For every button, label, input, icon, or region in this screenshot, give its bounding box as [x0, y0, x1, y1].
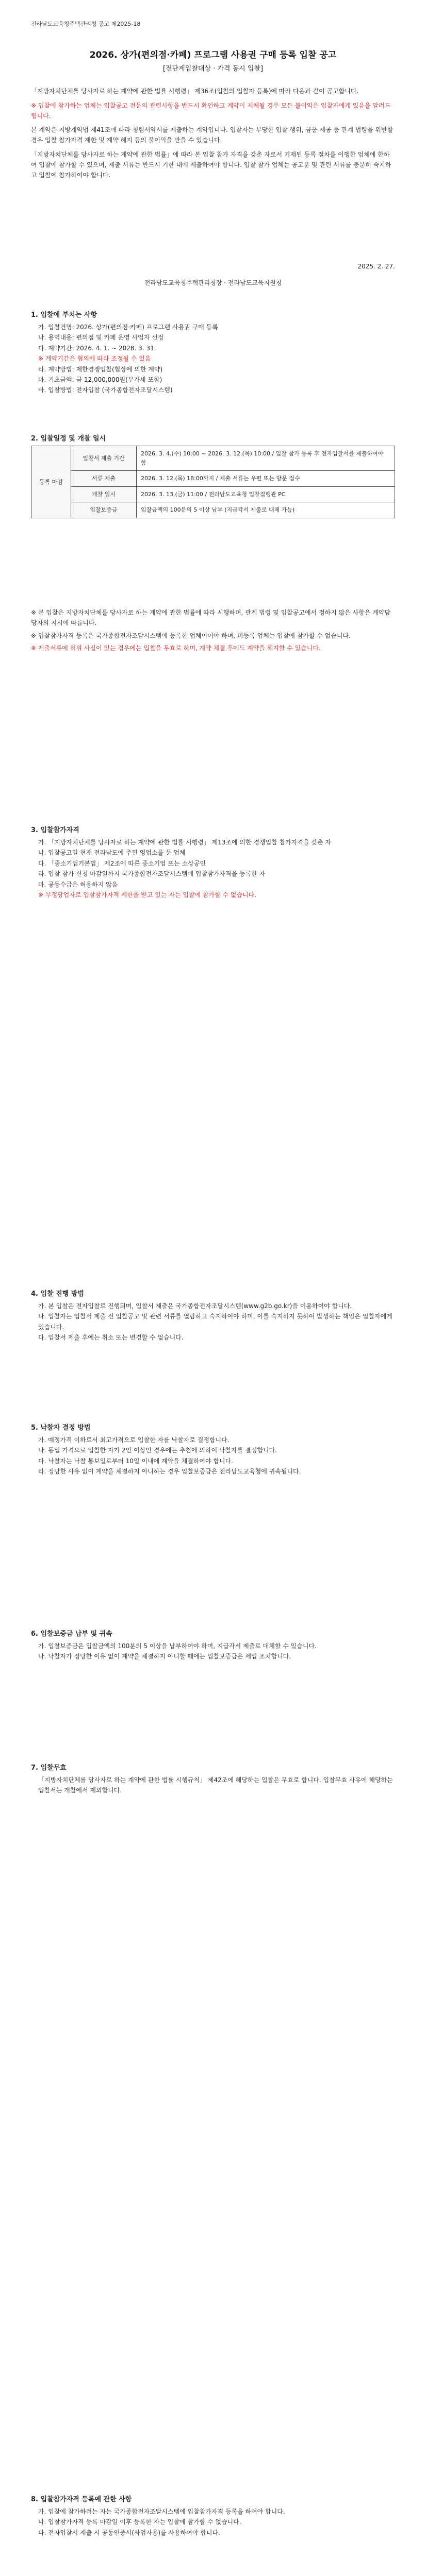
section-heading: 8. 입찰참가자격 등록에 관한 사항 — [31, 2496, 132, 2503]
table-cell-value: 2026. 3. 12.(목) 18:00까지 / 제출 서류는 우편 또는 방문 접수 — [137, 471, 395, 487]
section-line: 나. 동일 가격으로 입찰한 자가 2인 이상인 경우에는 추첨에 의하여 낙찰자를 결정합니다. — [38, 1447, 277, 1454]
table-row — [31, 446, 395, 471]
section-line: 마. 공동수급은 허용하지 않음 — [38, 880, 118, 888]
section-3 — [31, 824, 395, 900]
section-line: 나. 용역내용: 편의점 및 카페 운영 사업자 선정 — [38, 334, 164, 342]
section-heading: 4. 입찰 진행 방법 — [31, 1290, 84, 1298]
notice-date: 2025. 2. 27. — [357, 263, 395, 270]
section-heading: 3. 입찰참가자격 — [31, 826, 79, 834]
section-line: 나. 입찰참가자격 등록 마감일 이후 등록한 자는 입찰에 참가할 수 없습니다. — [38, 2518, 241, 2526]
table-cell-value: 2026. 3. 4.(수) 10:00 ~ 2026. 3. 12.(목) 10:00 / 입찰 참가 등록 후 전자입찰서를 제출하여야 함 — [137, 446, 395, 471]
section-line: 라. 정당한 사유 없이 계약을 체결하지 아니하는 경우 입찰보증금은 전라남도교육청에 귀속됩니다. — [38, 1468, 301, 1476]
notes-section — [31, 608, 395, 656]
intro-section — [31, 87, 395, 184]
table-cell-label: 개찰 일시 — [71, 486, 137, 502]
note-line: ※ 제출서류에 허위 사실이 있는 경우에는 입찰을 무효로 하며, 계약 체결 후에도 계약을 해지할 수 있습니다. — [31, 645, 321, 652]
section-line: 마. 기초금액: 금 12,000,000원(부가세 포함) — [38, 376, 162, 383]
table-cell-label: 입찰서 제출 기간 — [71, 446, 137, 471]
section-line: 나. 입찰공고일 현재 전라남도에 주된 영업소를 둔 업체 — [38, 849, 186, 857]
section-line: 가. 본 입찰은 전자입찰로 진행되며, 입찰서 제출은 국가종합전자조달시스템(www.g2b.go.kr)을 이용하여야 합니다. — [38, 1302, 352, 1310]
note-line: ※ 입찰참가자격 등록은 국가종합전자조달시스템에 등록한 업체이어야 하며, 미등록 업체는 입찰에 참가할 수 없습니다. — [31, 632, 351, 639]
section-7 — [31, 1762, 395, 1796]
section-2 — [31, 433, 395, 518]
schedule-table — [31, 446, 395, 518]
section-line: 가. 입찰건명: 2026. 상가(편의점·카페) 프로그램 사용권 구매 등록 — [38, 324, 218, 331]
table-cell-value: 2026. 3. 13.(금) 11:00 / 전라남도교육청 입찰집행관 PC — [137, 486, 395, 502]
table-row — [31, 486, 395, 502]
section-line: 가. 예정가격 이하로서 최고가격으로 입찰한 자를 낙찰자로 결정합니다. — [38, 1436, 230, 1444]
intro-paragraph: 「지방자치단체를 당사자로 하는 계약에 관한 법률 시행령」 제36조(입찰의 입찰자 등록)에 따라 다음과 같이 공고합니다. — [31, 88, 359, 95]
section-line: 라. 입찰 참가 신청 마감일까지 국가종합전자조달시스템에 입찰참가자격을 등록한 자 — [38, 870, 266, 878]
intro-paragraph: 본 계약은 지방계약법 제41조에 따라 청렴서약서를 제출하는 계약입니다. 입찰자는 부당한 입찰 행위, 금품 제공 등 관계 법령을 위반할 경우 입찰 참가자격 제한 및 계약 해지 등의 불이익을 받을 수 있습니다. — [31, 126, 394, 144]
section-line: 가. 입찰에 참가하려는 자는 국가종합전자조달시스템에 입찰참가자격 등록을 하여야 합니다. — [38, 2508, 285, 2515]
section-line: 다. 「중소기업기본법」 제2조에 따른 중소기업 또는 소상공인 — [38, 859, 206, 867]
section-line: 다. 전자입찰서 제출 시 공동인증서(사업자용)를 사용하여야 합니다. — [38, 2529, 220, 2536]
table-cell-group: 등록 마감 — [31, 446, 71, 518]
section-line: 다. 낙찰자는 낙찰 통보일로부터 10일 이내에 계약을 체결하여야 합니다. — [38, 1457, 233, 1465]
section-line: 「지방자치단체를 당사자로 하는 계약에 관한 법률 시행규칙」 제42조에 해당하는 입찰은 무효로 합니다. 입찰무효 사유에 해당하는 입찰서는 개찰에서 제외합니다. — [38, 1776, 393, 1794]
section-heading: 5. 낙찰자 결정 방법 — [31, 1424, 91, 1432]
section-5 — [31, 1422, 395, 1477]
section-8 — [31, 2494, 395, 2538]
section-line: 바. 입찰방법: 전자입찰 (국가종합전자조달시스템) — [38, 386, 173, 394]
notice-reference: 전라남도교육청주택관리청 공고 제2025-18 — [31, 21, 141, 27]
page-subtitle: [전단계입찰대상 · 가격 동시 입찰] — [162, 65, 264, 73]
table-row — [31, 471, 395, 487]
section-note: ※ 계약기간은 협의에 따라 조정될 수 있음 — [38, 355, 151, 363]
section-heading: 6. 입찰보증금 납부 및 귀속 — [31, 1630, 112, 1638]
section-heading: 7. 입찰무효 — [31, 1764, 67, 1772]
notice-issuer: 전라남도교육청주택관리청장 · 전라남도교육지원청 — [144, 279, 282, 286]
section-4 — [31, 1288, 395, 1343]
table-cell-label: 서류 제출 — [71, 471, 137, 487]
section-line: 가. 「지방자치단체를 당사자로 하는 계약에 관한 법률 시행령」 제13조에 의한 경쟁입찰 참가자격을 갖춘 자 — [38, 839, 331, 846]
section-6 — [31, 1628, 395, 1662]
table-cell-label: 입찰보증금 — [71, 502, 137, 518]
intro-paragraph: 「지방자치단체를 당사자로 하는 계약에 관한 법률」에 따라 본 입찰 참가 자격을 갖춘 자로서 기재된 등록 절차를 이행한 업체에 한하여 입찰에 참가할 수 있으며, 제출 서류는 반드시 기한 내에 제출하여야 합니다. 입찰 참가 업체는 공고문 및 관련 서류를 충분히 숙지하고 입찰에 참가하여야 합니다. — [31, 150, 391, 179]
section-line: 다. 입찰서 제출 후에는 취소 또는 변경할 수 없습니다. — [38, 1334, 184, 1342]
page-title: 2026. 상가(편의점·카페) 프로그램 사용권 구매 등록 입찰 공고 — [89, 50, 337, 60]
section-line: 나. 낙찰자가 정당한 이유 없이 계약을 체결하지 아니할 때에는 입찰보증금은 세입 조치합니다. — [38, 1653, 291, 1660]
section-line: 가. 입찰보증금은 입찰금액의 100분의 5 이상을 납부하여야 하며, 지급각서 제출로 대체할 수 있습니다. — [38, 1642, 317, 1650]
table-cell-value: 입찰금액의 100분의 5 이상 납부 (지급각서 제출로 대체 가능) — [137, 502, 395, 518]
section-1 — [31, 309, 395, 396]
intro-warning: ※ 입찰에 참가하는 업체는 입찰공고 전문의 관련사항을 반드시 확인하고 계약이 지체될 경우 모든 불이익은 입찰자에게 있음을 알려드립니다. — [31, 101, 391, 120]
section-heading: 2. 입찰일정 및 개찰 일시 — [31, 435, 106, 443]
table-row — [31, 502, 395, 518]
section-note: ※ 부정당업자로 입찰참가자격 제한을 받고 있는 자는 입찰에 참가할 수 없습니다. — [38, 891, 256, 899]
note-line: ※ 본 입찰은 지방자치단체를 당사자로 하는 계약에 관한 법률에 따라 시행하며, 관계 법령 및 입찰공고에서 정하지 않은 사항은 계약담당자의 지시에 따릅니다. — [31, 609, 390, 626]
section-line: 라. 계약방법: 제한경쟁입찰(협상에 의한 계약) — [38, 365, 163, 373]
section-heading: 1. 입찰에 부치는 사항 — [31, 311, 97, 319]
section-line: 나. 입찰자는 입찰서 제출 전 입찰공고 및 관련 서류를 열람하고 숙지하여야 하며, 이를 숙지하지 못하여 발생하는 책임은 입찰자에게 있습니다. — [38, 1313, 392, 1331]
section-line: 다. 계약기간: 2026. 4. 1. ~ 2028. 3. 31. — [38, 344, 156, 352]
